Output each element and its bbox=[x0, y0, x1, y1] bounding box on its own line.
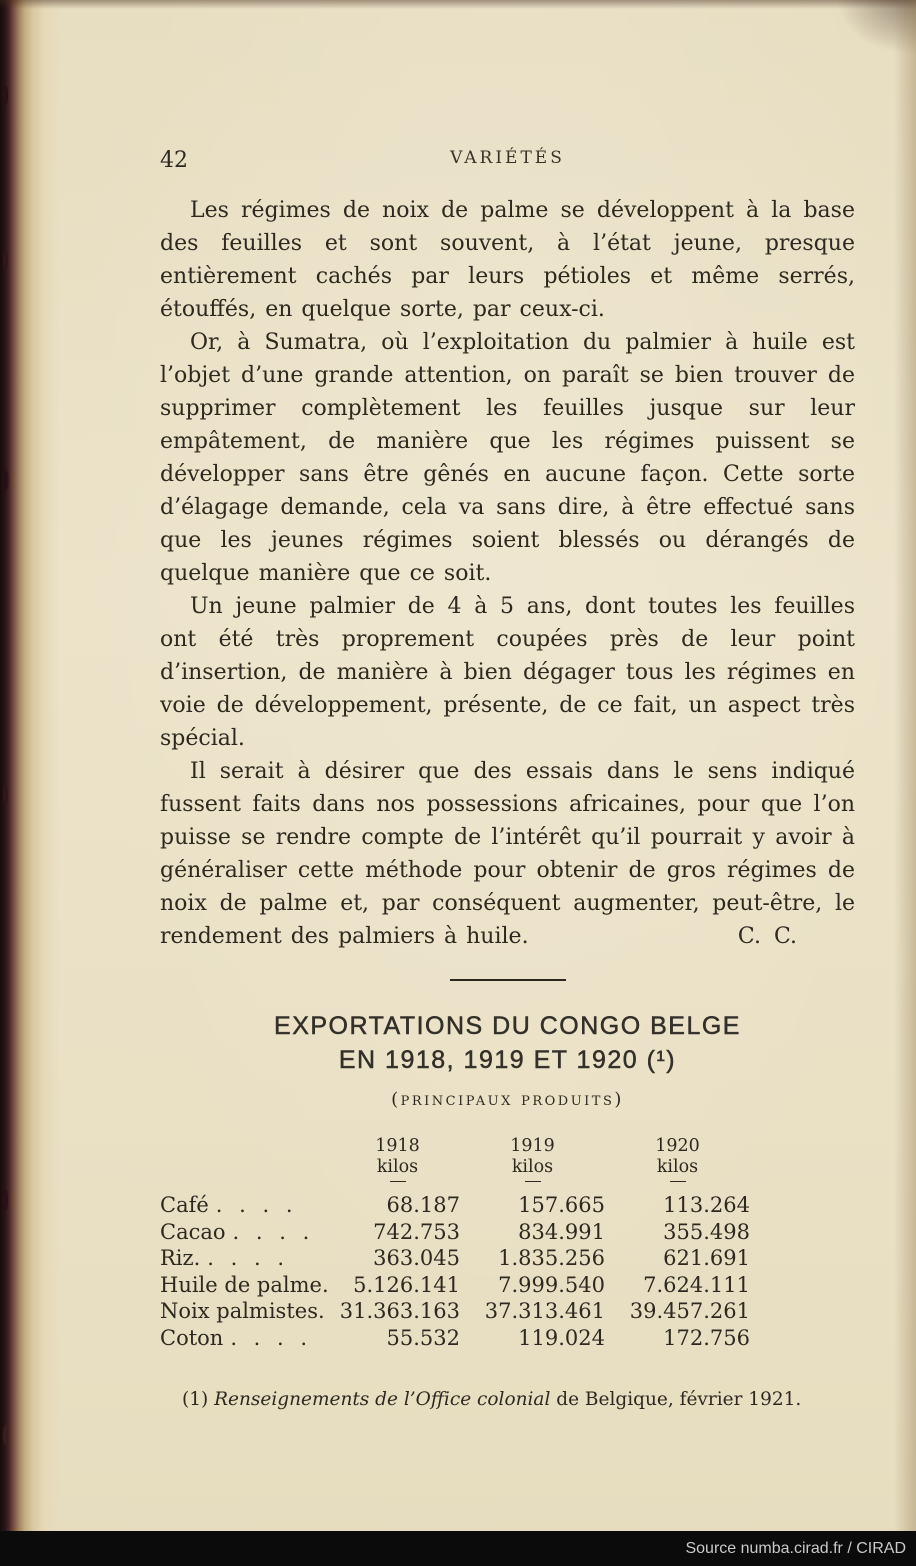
cell-value: 37.313.461 bbox=[484, 1299, 605, 1323]
product-name: Cacao bbox=[160, 1219, 226, 1244]
cell-value: 55.532 bbox=[386, 1325, 460, 1350]
table-row bbox=[160, 1192, 855, 1219]
cell-value: 1.835.256 bbox=[498, 1246, 605, 1270]
product-name: Noix palmistes. bbox=[160, 1299, 325, 1323]
column-unit: kilos bbox=[511, 1157, 554, 1177]
cell-value: 39.457.261 bbox=[629, 1299, 750, 1323]
paragraph: Un jeune palmier de 4 à 5 ans, dont toutes les feuilles ont été très proprement coupées près de leur point d’insertion, de manière à bien dégager tous les régimes en voie de développement, présente, de ce fait, un aspect très spécial. bbox=[160, 594, 855, 751]
cell-value: 157.665 bbox=[518, 1193, 605, 1217]
footnote-rest: de Belgique, février 1921. bbox=[556, 1389, 802, 1410]
cell-value: 172.756 bbox=[663, 1325, 750, 1350]
dot-leader: . . . . bbox=[232, 1219, 315, 1244]
source-bar bbox=[0, 1531, 916, 1566]
dot-leader: . . . . bbox=[215, 1193, 298, 1217]
column-year: 1918 bbox=[375, 1136, 420, 1156]
row-label bbox=[160, 1219, 335, 1246]
cell-value: 621.691 bbox=[663, 1246, 750, 1270]
product-name: Huile de palme. bbox=[160, 1272, 329, 1297]
paragraph-text: Il serait à désirer que des essais dans le sens indiqué fussent faits dans nos possessions africaines, pour que l’on puisse se rendre compte de l’intérêt qu’il pourrait y avoir à généraliser cette méthode pour obtenir de gros régimes de noix de palme et, par conséquent augmenter, peut-être, le rendement des palmiers à huile. bbox=[160, 759, 855, 949]
page-top-shadow bbox=[0, 0, 916, 9]
footnote bbox=[160, 1389, 855, 1410]
running-header: VARIÉTÉS bbox=[450, 148, 565, 168]
table-row bbox=[160, 1219, 855, 1246]
row-label bbox=[160, 1192, 335, 1219]
row-label bbox=[160, 1325, 335, 1352]
row-label bbox=[160, 1245, 335, 1272]
page-content bbox=[160, 148, 855, 1410]
article-title-line2: EN 1918, 1919 ET 1920 (¹) bbox=[338, 1046, 677, 1074]
column-unit: kilos bbox=[376, 1157, 419, 1177]
kilos-underline bbox=[525, 1181, 541, 1182]
page-header bbox=[160, 148, 855, 176]
table-header-row bbox=[160, 1136, 855, 1182]
cell-value: 68.187 bbox=[386, 1193, 460, 1217]
table-header-1920 bbox=[605, 1136, 750, 1182]
kilos-underline bbox=[390, 1181, 406, 1182]
table-header-1919 bbox=[460, 1136, 605, 1182]
paragraph: Or, à Sumatra, où l’exploitation du palmier à huile est l’objet d’une grande attention, on paraît se bien trouver de supprimer complètement les feuilles jusque sur leur empâtement, de manière que les régimes puissent se développer sans être gênés en aucune façon. Cette sorte d’élagage demande, cela va sans dire, à être effectué sans que les jeunes régimes soient blessés ou dérangés de quelque manière que ce soit. bbox=[160, 330, 855, 586]
article-title-line1: EXPORTATIONS DU CONGO BELGE bbox=[274, 1012, 741, 1040]
cell-value: 355.498 bbox=[663, 1219, 750, 1244]
column-year: 1919 bbox=[510, 1136, 555, 1156]
table-header-1918 bbox=[335, 1136, 460, 1182]
product-name: Coton bbox=[160, 1325, 224, 1350]
cell-value: 7.999.540 bbox=[498, 1272, 605, 1297]
column-unit: kilos bbox=[656, 1157, 699, 1177]
cell-value: 363.045 bbox=[373, 1246, 460, 1270]
table-row bbox=[160, 1298, 855, 1325]
page-right-edge bbox=[890, 0, 916, 1531]
section-divider bbox=[450, 979, 566, 981]
corner-shadow bbox=[836, 0, 916, 55]
cell-value: 31.363.163 bbox=[339, 1299, 460, 1323]
product-name: Riz. bbox=[160, 1246, 201, 1270]
page-number: 42 bbox=[160, 148, 188, 173]
table-row bbox=[160, 1245, 855, 1272]
table-row bbox=[160, 1272, 855, 1299]
row-label bbox=[160, 1298, 335, 1325]
paragraph bbox=[160, 755, 855, 953]
table-row bbox=[160, 1325, 855, 1352]
footnote-marker: (1) bbox=[182, 1389, 209, 1410]
exports-table bbox=[160, 1136, 855, 1351]
dot-leader: . . . . bbox=[207, 1246, 290, 1270]
cell-value: 5.126.141 bbox=[353, 1272, 460, 1297]
source-text: Source numba.cirad.fr / CIRAD bbox=[685, 1539, 906, 1557]
paragraph: Les régimes de noix de palme se développent à la base des feuilles et sont souvent, à l’état jeune, presque entièrement cachés par leurs pétioles et même serrés, étouffés, en quelque sorte, par ceux-ci. bbox=[160, 198, 855, 322]
column-year: 1920 bbox=[655, 1136, 700, 1156]
article-title-block bbox=[160, 1009, 855, 1110]
binding-specks bbox=[3, 85, 8, 105]
cell-value: 742.753 bbox=[373, 1219, 460, 1244]
row-label bbox=[160, 1272, 335, 1299]
article-subtitle: (principaux produits) bbox=[391, 1089, 624, 1110]
cell-value: 119.024 bbox=[518, 1325, 605, 1350]
cell-value: 113.264 bbox=[663, 1193, 750, 1217]
cell-value: 834.991 bbox=[518, 1219, 605, 1244]
dot-leader: . . . . bbox=[230, 1325, 313, 1350]
author-initials: C. C. bbox=[737, 924, 797, 949]
footnote-italic-text: Renseignements de l’Office colonial bbox=[214, 1389, 551, 1410]
kilos-underline bbox=[670, 1181, 686, 1182]
cell-value: 7.624.111 bbox=[643, 1272, 750, 1297]
product-name: Café bbox=[160, 1193, 209, 1217]
book-binding-edge bbox=[0, 0, 62, 1566]
